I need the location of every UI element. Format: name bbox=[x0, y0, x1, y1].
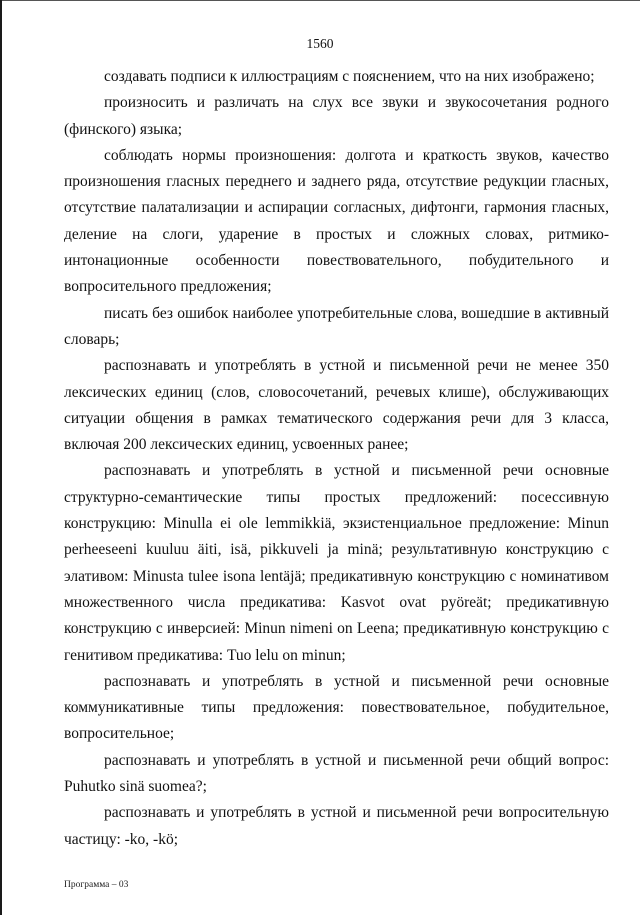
page-footer: Программа – 03 bbox=[64, 880, 129, 890]
paragraph-captions: создавать подписи к иллюстрациям с пояснением, что на них изображено; bbox=[104, 68, 595, 85]
paragraph-question-particle: распознавать и употреблять в устной и письменной речи вопросительную частицу: -ko, -kö; bbox=[64, 804, 609, 848]
paragraph-pronunciation-norms: соблюдать нормы произношения: долгота и краткость звуков, качество произношения гласных переднего и заднего ряда, отсутствие редукции гласных, отсутствие палатализации и аспирации согласных, дифтонги, гармония гласных, деление на слоги, ударение в простых и сложных словах, ритмико-интонационные особенности повествовательного, побудительного и вопросительного предложения; bbox=[64, 146, 609, 296]
paragraph-spelling: писать без ошибок наиболее употребительные слова, вошедшие в активный словарь; bbox=[64, 304, 609, 348]
paragraph-lexical-units: распознавать и употреблять в устной и письменной речи не менее 350 лексических единиц (слов, словосочетаний, речевых клише), обслуживающих ситуации общения в рамках тематического содержания речи для 3 класса, включая 200 лексических единиц, усвоенных ранее; bbox=[64, 357, 609, 454]
body-text bbox=[64, 64, 609, 853]
scan-edge-top bbox=[0, 0, 640, 1]
page-number: 1560 bbox=[306, 36, 334, 51]
paragraph-sentence-types: распознавать и употреблять в устной и письменной речи основные структурно-семантические типы простых предложений: посессивную конструкцию: Minulla ei ole lemmikkiä, экзистенциальное предложение: Minun perheeseeni kuuluu äiti, isä, pikkuveli ja minä; результативную конструкцию с элативом: Minusta tulee isona lentäjä; предикативную конструкцию с номинативом множественного числа предикатива: Kasvot ovat pyöreät; предикативную конструкцию с инверсией: Minun nimeni on Leena; предикативную конструкцию с генитивом предикатива: Tuo lelu on minun; bbox=[64, 462, 609, 664]
paragraph-pronounce-sounds: произносить и различать на слух все звуки и звукосочетания родного (финского) языка; bbox=[64, 94, 609, 138]
paragraph-communicative-types: распознавать и употреблять в устной и письменной речи основные коммуникативные типы предложения: повествовательное, побудительное, вопросительное; bbox=[64, 672, 609, 743]
scan-edge-left bbox=[0, 0, 2, 915]
paragraph-general-question: распознавать и употреблять в устной и письменной речи общий вопрос: Puhutko sinä suomea?; bbox=[64, 751, 609, 796]
